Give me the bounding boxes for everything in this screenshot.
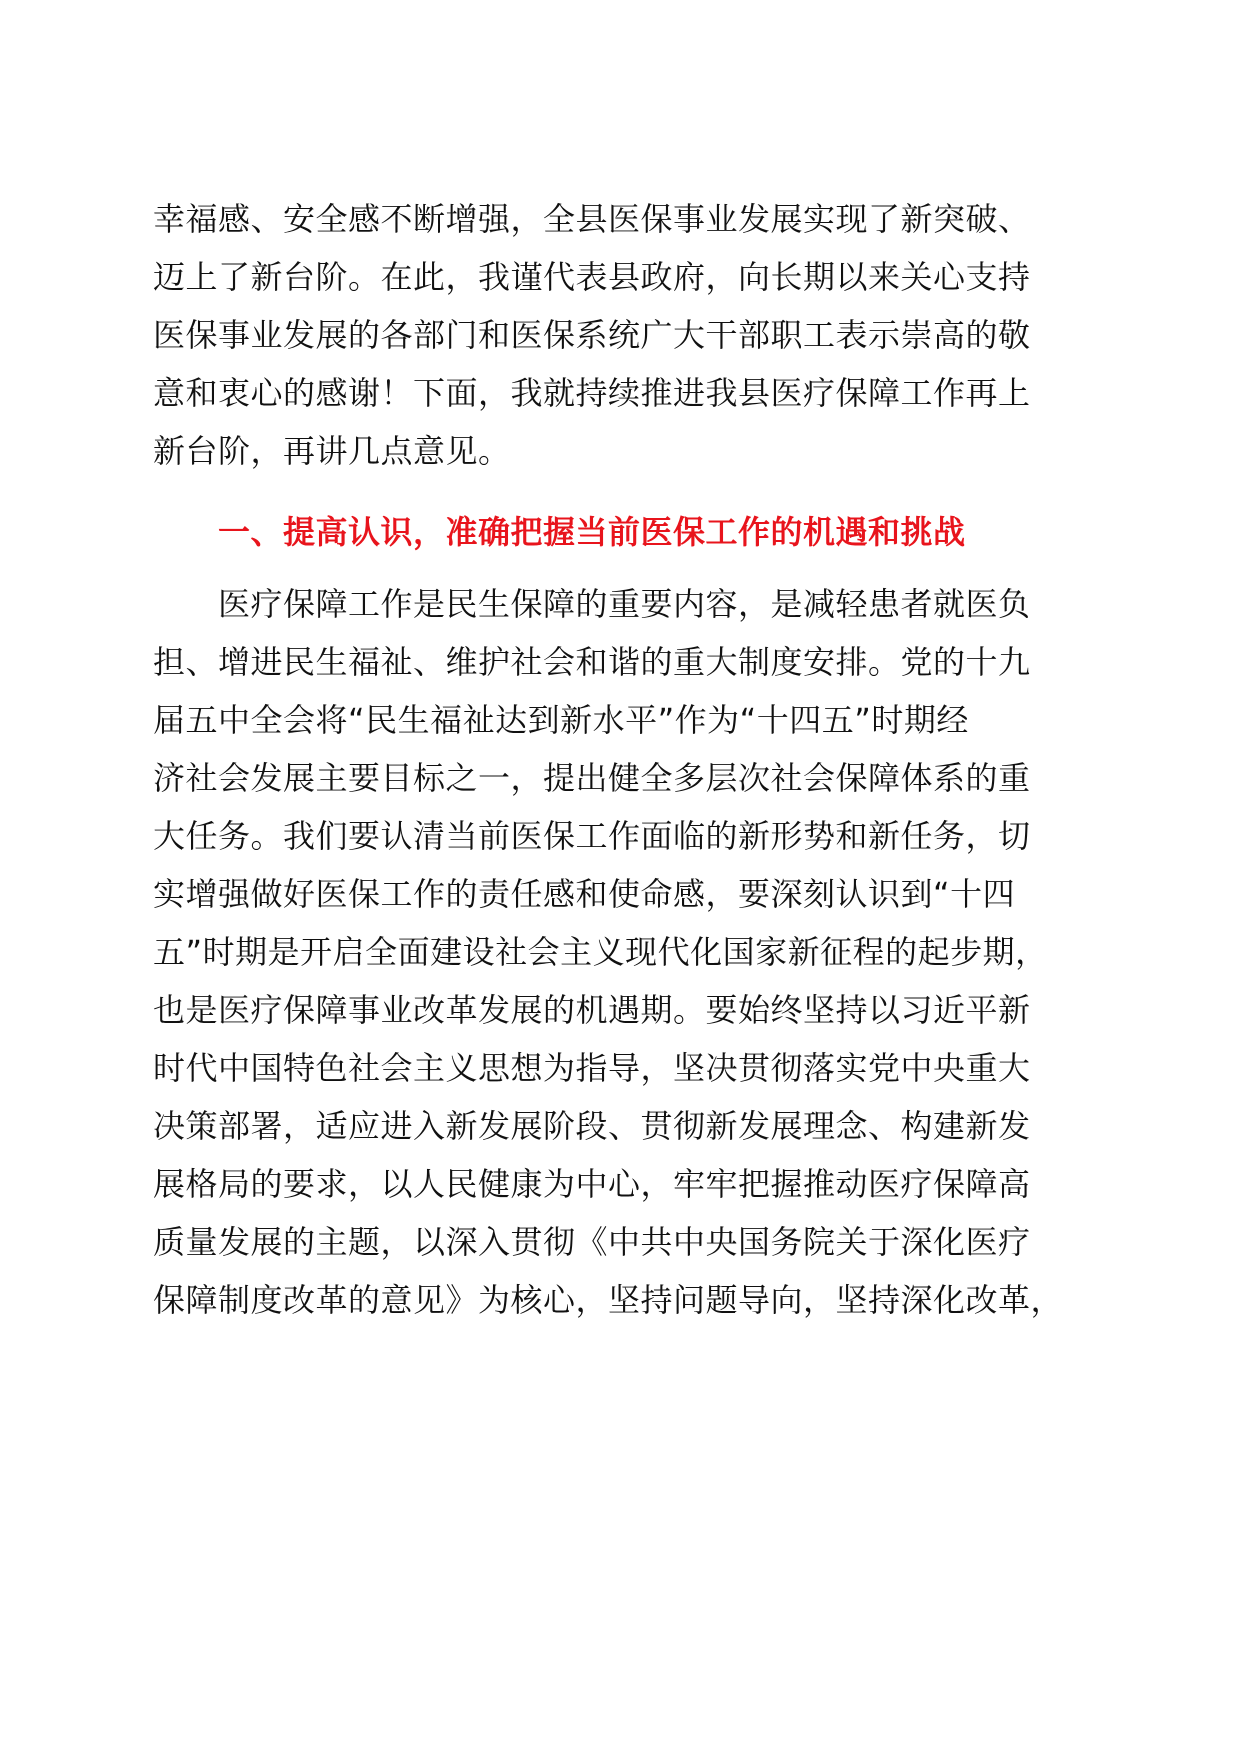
paragraph-line: 实增强做好医保工作的责任感和使命感，要深刻认识到“十四 xyxy=(153,875,1016,913)
paragraph-line: 大任务。我们要认清当前医保工作面临的新形势和新任务，切 xyxy=(153,817,1031,855)
paragraph-line: 决策部署，适应进入新发展阶段、贯彻新发展理念、构建新发 xyxy=(153,1107,1031,1145)
paragraph-line: 新台阶，再讲几点意见。 xyxy=(153,432,511,470)
paragraph-line: 医疗保障工作是民生保障的重要内容，是减轻患者就医负 xyxy=(218,585,1031,623)
paragraph-line: 保障制度改革的意见》为核心，坚持问题导向，坚持深化改革， xyxy=(153,1281,1064,1319)
paragraph-line: 幸福感、安全感不断增强，全县医保事业发展实现了新突破、 xyxy=(153,200,1031,238)
paragraph-line: 济社会发展主要目标之一，提出健全多层次社会保障体系的重 xyxy=(153,759,1031,797)
paragraph-line: 意和衷心的感谢！下面，我就持续推进我县医疗保障工作再上 xyxy=(153,374,1031,412)
paragraph-line: 也是医疗保障事业改革发展的机遇期。要始终坚持以习近平新 xyxy=(153,991,1031,1029)
paragraph-line: 担、增进民生福祉、维护社会和谐的重大制度安排。党的十九 xyxy=(153,643,1031,681)
paragraph-line: 届五中全会将“民生福祉达到新水平”作为“十四五”时期经 xyxy=(153,701,969,739)
paragraph-line: 展格局的要求，以人民健康为中心，牢牢把握推动医疗保障高 xyxy=(153,1165,1031,1203)
paragraph-line: 质量发展的主题，以深入贯彻《中共中央国务院关于深化医疗 xyxy=(153,1223,1031,1261)
paragraph-line: 五”时期是开启全面建设社会主义现代化国家新征程的起步期， xyxy=(153,933,1048,971)
paragraph-line: 时代中国特色社会主义思想为指导，坚决贯彻落实党中央重大 xyxy=(153,1049,1031,1087)
paragraph-line: 迈上了新台阶。在此，我谨代表县政府，向长期以来关心支持 xyxy=(153,258,1031,296)
paragraph-line: 医保事业发展的各部门和医保系统广大干部职工表示崇高的敬 xyxy=(153,316,1031,354)
section-heading: 一、提高认识，准确把握当前医保工作的机遇和挑战 xyxy=(218,513,966,551)
